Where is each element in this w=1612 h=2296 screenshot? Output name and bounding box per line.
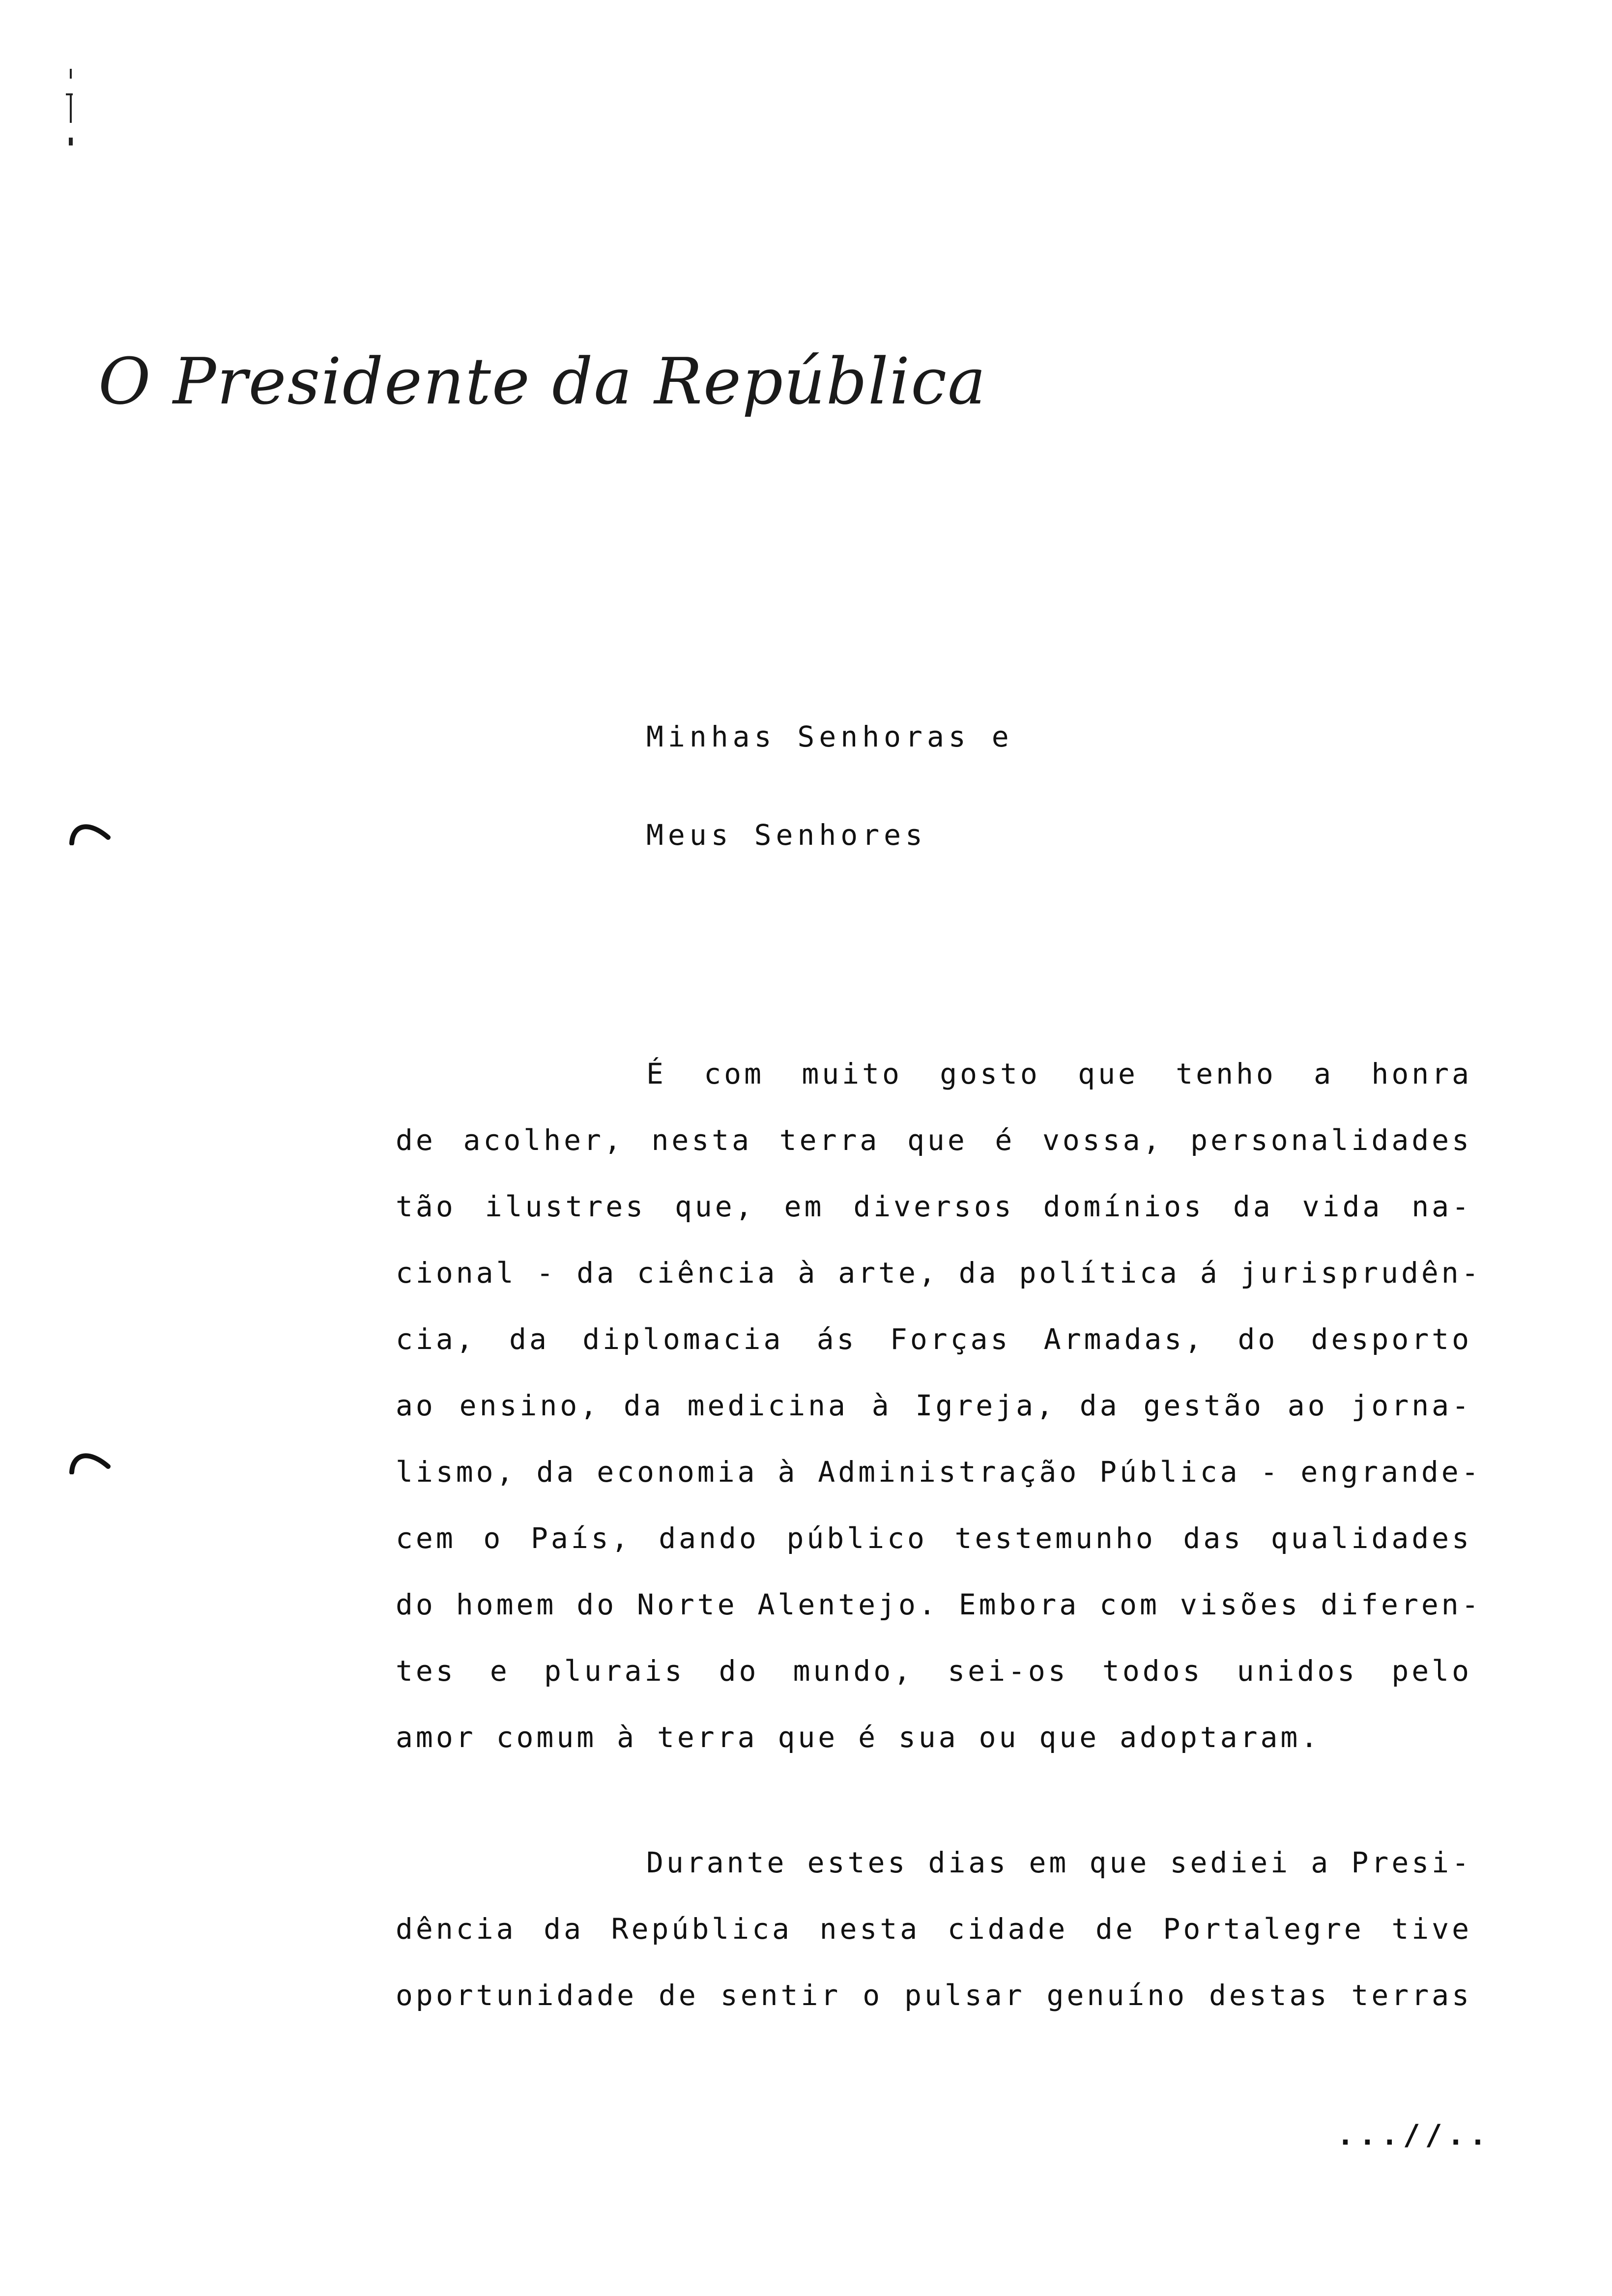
text-line: Durante estes dias em que sediei a Presi-: [646, 1846, 1472, 1879]
text-line: É com muito gosto que tenho a honra: [646, 1057, 1472, 1091]
salutation-line-1: Minhas Senhoras e: [646, 720, 1013, 753]
letterhead-title: O Presidente da República: [98, 344, 987, 419]
salutation-line-2: Meus Senhores: [646, 818, 927, 852]
text-line: cem o País, dando público testemunho das qualidades: [396, 1521, 1472, 1555]
text-line: cia, da diplomacia ás Forças Armadas, do desporto: [396, 1322, 1472, 1356]
continuation-mark: ...//..: [1337, 2118, 1492, 2152]
margin-tick-mark: [64, 69, 79, 167]
text-line: de acolher, nesta terra que é vossa, personalidades: [396, 1123, 1472, 1157]
text-line: oportunidade de sentir o pulsar genuíno destas terras: [396, 1979, 1472, 2012]
paragraph-2: [396, 1840, 1472, 2017]
binder-hole-mark: [68, 1445, 112, 1474]
text-line: dência da República nesta cidade de Portalegre tive: [396, 1912, 1472, 1946]
text-line: cional - da ciência à arte, da política á jurisprudên-: [396, 1256, 1482, 1290]
paragraph-1: [396, 1052, 1482, 1754]
text-line: ao ensino, da medicina à Igreja, da gestão ao jorna-: [396, 1389, 1472, 1422]
text-line: lismo, da economia à Administração Pública - engrande-: [396, 1455, 1482, 1489]
text-line: tes e plurais do mundo, sei-os todos unidos pelo: [396, 1654, 1472, 1688]
text-line: amor comum à terra que é sua ou que adoptaram.: [396, 1721, 1321, 1754]
text-line: do homem do Norte Alentejo. Embora com visões diferen-: [396, 1588, 1482, 1621]
text-line: tão ilustres que, em diversos domínios da vida na-: [396, 1190, 1472, 1223]
binder-hole-mark: [68, 816, 112, 845]
